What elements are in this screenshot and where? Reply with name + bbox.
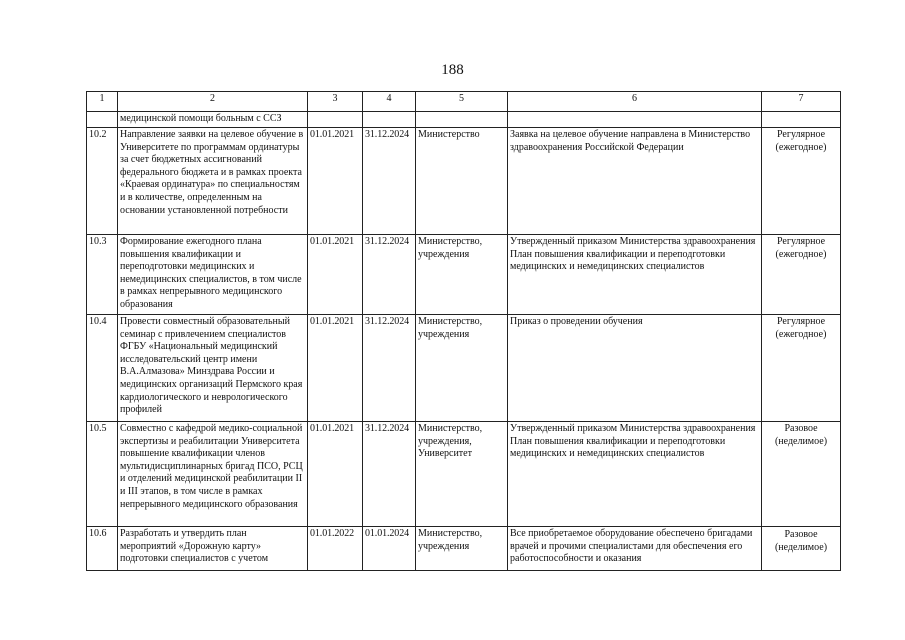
cell-start: 01.01.2021 bbox=[308, 235, 363, 315]
cell-start: 01.01.2021 bbox=[308, 315, 363, 422]
column-header: 2 bbox=[118, 92, 308, 112]
cell-task: Формирование ежегодного плана повышения квалификации и переподготовки медицинских и немедицинских специалистов, в том числе в рамках непрерывного медицинского образования bbox=[118, 235, 308, 315]
cell-start: 01.01.2021 bbox=[308, 422, 363, 527]
column-header: 1 bbox=[87, 92, 118, 112]
cell-num bbox=[87, 112, 118, 128]
cell-result: Все приобретаемое оборудование обеспечено бригадами врачей и прочими специалистами для обеспечения его работоспособности и оказания bbox=[508, 527, 762, 571]
cell-task: Совместно с кафедрой медико-социальной экспертизы и реабилитации Университета повышение квалификации членов мультидисциплинарных бригад ПСО, РСЦ и отделений медицинской реабилитации II и III этапов, в том числе в рамках непрерывного медицинского образования bbox=[118, 422, 308, 527]
column-header: 6 bbox=[508, 92, 762, 112]
page-number: 188 bbox=[441, 62, 464, 78]
cell-end: 31.12.2024 bbox=[363, 422, 416, 527]
cell-end: 31.12.2024 bbox=[363, 128, 416, 235]
plan-table bbox=[86, 91, 841, 571]
cell-result: Заявка на целевое обучение направлена в Министерство здравоохранения Российской Федерации bbox=[508, 128, 762, 235]
cell-end: 31.12.2024 bbox=[363, 235, 416, 315]
cell-frequency: Регулярное (ежегодное) bbox=[762, 315, 841, 422]
cell-executor: Министерство, учреждения bbox=[416, 527, 508, 571]
table-row bbox=[87, 128, 841, 235]
column-header: 4 bbox=[363, 92, 416, 112]
cell-num: 10.6 bbox=[87, 527, 118, 571]
cell-frequency: Регулярное (ежегодное) bbox=[762, 128, 841, 235]
cell-executor: Министерство, учреждения bbox=[416, 315, 508, 422]
cell-start: 01.01.2022 bbox=[308, 527, 363, 571]
table-row-continuation bbox=[87, 112, 841, 128]
cell-end bbox=[363, 112, 416, 128]
cell-task: Разработать и утвердить план мероприятий «Дорожную карту» подготовки специалистов с учетом bbox=[118, 527, 308, 571]
column-header: 5 bbox=[416, 92, 508, 112]
cell-task: Направление заявки на целевое обучение в Университете по программам ординатуры за счет бюджетных ассигнований федерального бюджета и в рамках проекта «Краевая ординатура» по специальностям и в количестве, определенным на основании установленной потребности bbox=[118, 128, 308, 235]
table-row bbox=[87, 422, 841, 527]
cell-result: Утвержденный приказом Министерства здравоохранения План повышения квалификации и переподготовки медицинских и немедицинских специалистов bbox=[508, 422, 762, 527]
cell-result bbox=[508, 112, 762, 128]
cell-frequency: Разовое (неделимое) bbox=[762, 422, 841, 527]
cell-frequency bbox=[762, 112, 841, 128]
cell-num: 10.2 bbox=[87, 128, 118, 235]
cell-result: Приказ о проведении обучения bbox=[508, 315, 762, 422]
column-header: 7 bbox=[762, 92, 841, 112]
cell-executor bbox=[416, 112, 508, 128]
cell-executor: Министерство, учреждения, Университет bbox=[416, 422, 508, 527]
cell-task: Провести совместный образовательный семинар с привлечением специалистов ФГБУ «Национальный медицинский исследовательский центр имени В.А.Алмазова» Минздрава России и медицинских организаций Пермского края кардиологического и неврологического профилей bbox=[118, 315, 308, 422]
cell-executor: Министерство bbox=[416, 128, 508, 235]
cell-task: медицинской помощи больным с ССЗ bbox=[118, 112, 308, 128]
table-row bbox=[87, 527, 841, 571]
cell-end: 31.12.2024 bbox=[363, 315, 416, 422]
cell-start: 01.01.2021 bbox=[308, 128, 363, 235]
cell-num: 10.3 bbox=[87, 235, 118, 315]
cell-frequency: Разовое (неделимое) bbox=[762, 527, 841, 571]
table-header-row bbox=[87, 92, 841, 112]
cell-start bbox=[308, 112, 363, 128]
column-header: 3 bbox=[308, 92, 363, 112]
cell-num: 10.5 bbox=[87, 422, 118, 527]
cell-result: Утвержденный приказом Министерства здравоохранения План повышения квалификации и переподготовки медицинских и немедицинских специалистов bbox=[508, 235, 762, 315]
table-row bbox=[87, 235, 841, 315]
cell-num: 10.4 bbox=[87, 315, 118, 422]
cell-end: 01.01.2024 bbox=[363, 527, 416, 571]
cell-executor: Министерство, учреждения bbox=[416, 235, 508, 315]
table-row bbox=[87, 315, 841, 422]
cell-frequency: Регулярное (ежегодное) bbox=[762, 235, 841, 315]
